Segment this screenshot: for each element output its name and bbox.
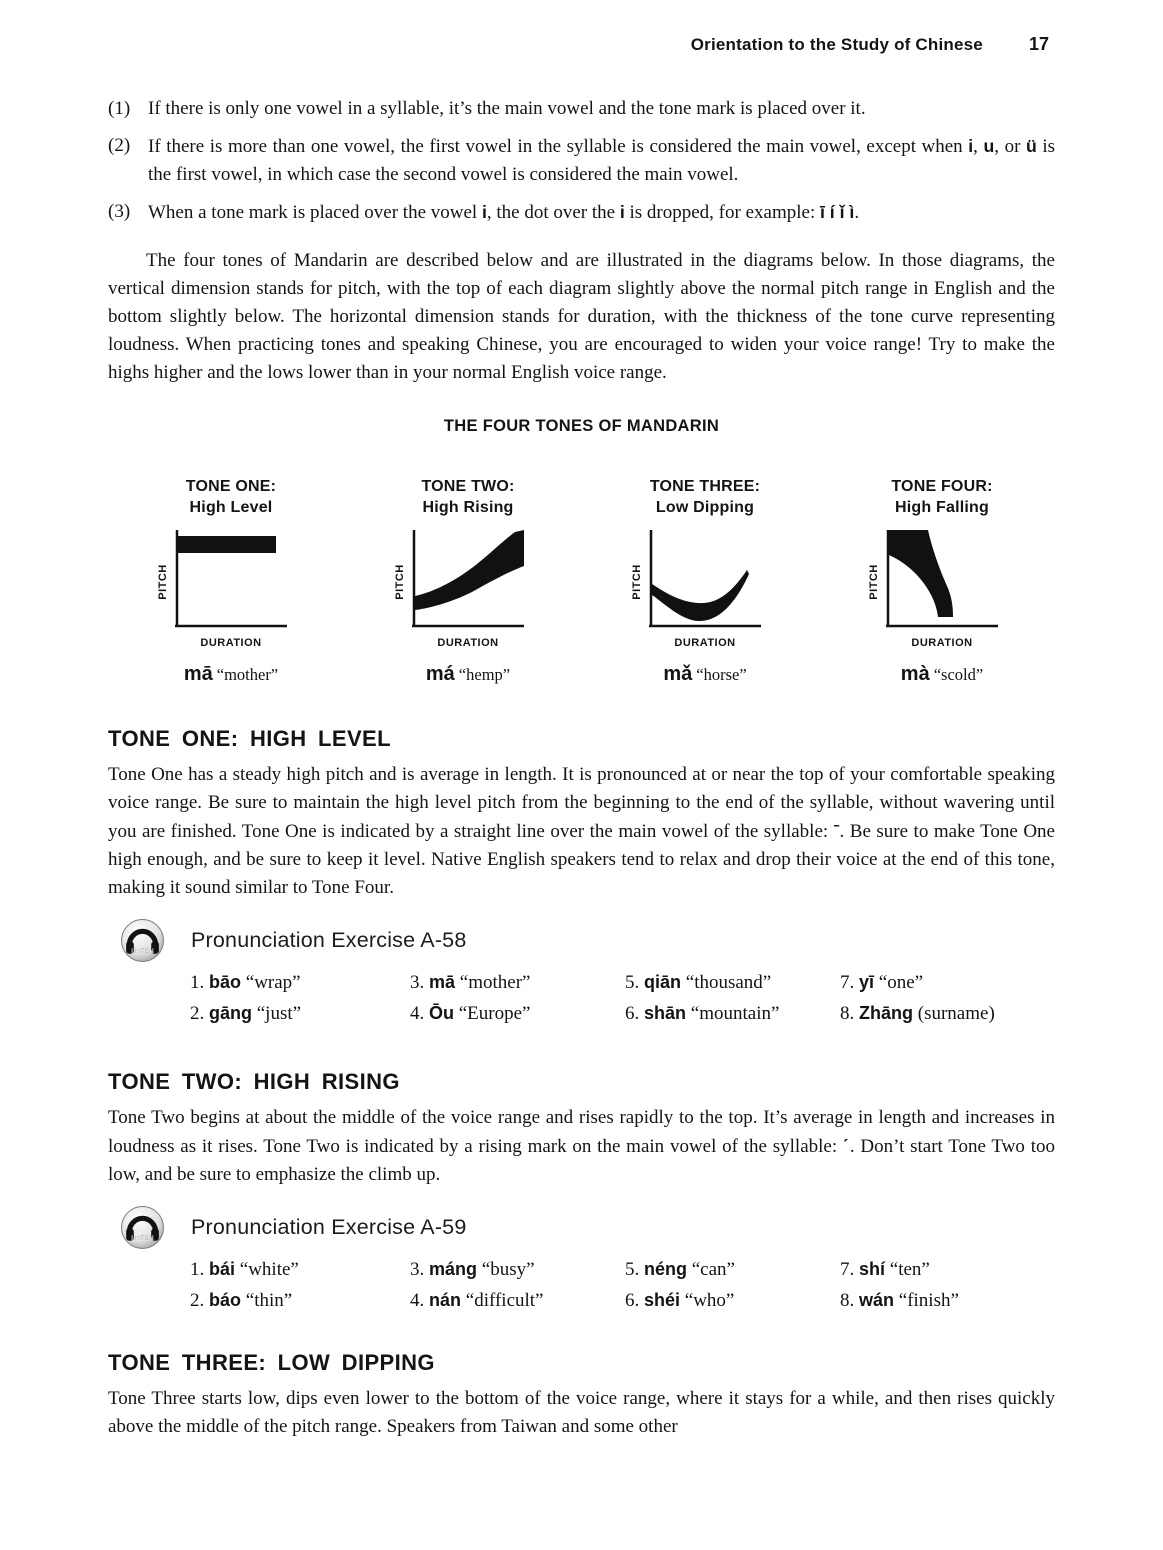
section-heading-tone-one: TONE ONE: HIGH LEVEL — [108, 726, 391, 751]
exercise-item: 2. báo “thin” — [190, 1290, 293, 1311]
tone-one-plot — [156, 530, 287, 634]
svg-text:LISTEN: LISTEN — [131, 947, 154, 955]
rule-3 — [108, 198, 1055, 227]
page-number: 17 — [1028, 34, 1049, 54]
exercise-item: 6. shéi “who” — [625, 1290, 735, 1311]
intro-paragraph: The four tones of Mandarin are described below and are illustrated in the diagrams below. In those diagrams, the vertical dimension stands for pitch, with the top of each diagram slightly above the normal pitch range in English and the bottom slightly below. The horizontal dimension stands for duration, with the thickness of the tone curve representing loudness. When practicing tones and speaking Chinese, you are encouraged to widen your voice range! Try to make the highs higher and the lows lower than in your normal English voice range. — [108, 250, 1055, 383]
caption-gloss: “mother” — [216, 665, 279, 684]
exercise-item: 8. Zhāng (surname) — [840, 1003, 995, 1024]
caption-gloss: “hemp” — [458, 665, 511, 684]
exercise-item: 3. mā “mother” — [410, 972, 531, 993]
exercise-title: Pronunciation Exercise A-58 — [191, 928, 467, 952]
tone-four-plot — [867, 530, 998, 634]
tone-four-subheading: High Falling — [895, 499, 989, 516]
running-head: Orientation to the Study of Chinese — [690, 35, 983, 54]
tone-one-subheading: High Level — [189, 499, 273, 516]
exercise-item: 7. yī “one” — [840, 972, 924, 993]
tone-mark-rules — [108, 95, 1055, 227]
duration-axis-label: DURATION — [911, 637, 973, 649]
exercise-item: 4. Ōu “Europe” — [410, 1003, 531, 1024]
pronunciation-exercise-a59 — [108, 1205, 1055, 1316]
tone-three-caption — [663, 663, 746, 686]
listen-headphones-icon — [120, 918, 165, 963]
exercise-item: 5. néng “can” — [625, 1259, 735, 1280]
exercise-header — [120, 918, 1055, 963]
tone-two-column — [383, 476, 553, 686]
tone-one-curve-diagram — [175, 530, 287, 634]
caption-pinyin: má — [425, 663, 455, 685]
exercise-item: 3. máng “busy” — [410, 1259, 535, 1280]
tone-one-column — [146, 476, 316, 686]
section-body-tone-one: Tone One has a steady high pitch and is average in length. It is pronounced at or near the top of your comfortable speaking voice range. Be sure to maintain the high level pitch from the beginning to the end of the syllable, without wavering until you are finished. Tone One is indicated by a straight line over the main vowel of the syllable: ˉ. Be sure to make Tone One high enough, and be sure to keep it level. Native English speakers tend to relax and drop their voice at the end of this tone, making it sound similar to Tone Four. — [108, 764, 1055, 898]
tone-one-caption — [184, 663, 278, 686]
duration-axis-label: DURATION — [200, 637, 262, 649]
rule-text: If there is more than one vowel, the first vowel in the syllable is considered the main vowel, except when i, u, or ü is the first vowel, in which case the second vowel is considered the main vowel. — [148, 136, 1055, 185]
high-falling-tone-curve — [889, 530, 953, 617]
running-head-row — [108, 34, 1055, 55]
svg-text:LISTEN: LISTEN — [131, 1234, 154, 1242]
pronunciation-exercise-a58 — [108, 918, 1055, 1029]
tone-three-subheading: Low Dipping — [655, 499, 755, 516]
exercise-item: 7. shí “ten” — [840, 1259, 930, 1280]
tone-three-plot — [630, 530, 761, 634]
tone-two-subheading: High Rising — [422, 499, 514, 516]
rule-1 — [108, 95, 1055, 123]
exercise-title: Pronunciation Exercise A-59 — [191, 1215, 467, 1239]
caption-pinyin: mà — [900, 663, 930, 685]
exercise-item: 4. nán “difficult” — [410, 1290, 544, 1311]
caption-gloss: “scold” — [933, 665, 984, 684]
rule-text: If there is only one vowel in a syllable, it’s the main vowel and the tone mark is placed over it. — [148, 98, 866, 119]
caption-gloss: “horse” — [696, 665, 747, 684]
exercise-header — [120, 1205, 1055, 1250]
exercise-item: 5. qiān “thousand” — [625, 972, 772, 993]
caption-pinyin: mā — [183, 663, 213, 685]
section-body-tone-two: Tone Two begins at about the middle of the voice range and rises rapidly to the top. It’s average in length and increases in loudness as it rises. Tone Two is indicated by a rising mark on the main vowel of the syllable: ˊ. Don’t start Tone Two too low, and be sure to emphasize the climb up. — [108, 1107, 1055, 1185]
caption-pinyin: mǎ — [663, 663, 693, 685]
high-rising-tone-curve — [415, 530, 524, 610]
exercise-items — [190, 967, 1055, 1029]
duration-axis-label: DURATION — [437, 637, 499, 649]
exercise-item: 1. bāo “wrap” — [190, 972, 301, 993]
section-heading-tone-two: TONE TWO: HIGH RISING — [108, 1069, 400, 1094]
rule-number: (2) — [108, 135, 131, 156]
rule-number: (1) — [108, 98, 131, 119]
tone-one-heading: TONE ONE: — [185, 478, 277, 495]
four-tones-figure — [108, 417, 1055, 686]
pitch-axis-label: PITCH — [393, 564, 406, 600]
tone-four-curve-diagram — [886, 530, 998, 634]
figure-columns — [146, 476, 1027, 686]
tone-four-caption — [901, 663, 983, 686]
tone-three-column — [620, 476, 790, 686]
tone-four-heading: TONE FOUR: — [891, 478, 993, 495]
section-body-tone-three: Tone Three starts low, dips even lower to the bottom of the voice range, where it stays for a while, and then rises quickly above the middle of the pitch range. Speakers from Taiwan and some other — [108, 1388, 1055, 1437]
high-level-tone-curve — [178, 536, 276, 553]
pitch-axis-label: PITCH — [630, 564, 643, 600]
exercise-item: 8. wán “finish” — [840, 1290, 959, 1311]
pitch-axis-label: PITCH — [156, 564, 169, 600]
exercise-items — [190, 1254, 1055, 1316]
rule-number: (3) — [108, 201, 131, 222]
pitch-axis-label: PITCH — [867, 564, 880, 600]
tone-three-heading: TONE THREE: — [649, 478, 761, 495]
low-dipping-tone-curve — [652, 570, 749, 621]
figure-title: THE FOUR TONES OF MANDARIN — [443, 417, 720, 435]
exercise-item: 1. bái “white” — [190, 1259, 299, 1280]
listen-headphones-icon — [120, 1205, 165, 1250]
exercise-item: 6. shān “mountain” — [625, 1003, 780, 1024]
tone-three-curve-diagram — [649, 530, 761, 634]
tone-two-heading: TONE TWO: — [421, 478, 515, 495]
tone-two-caption — [426, 663, 510, 686]
exercise-item: 2. gāng “just” — [190, 1003, 302, 1024]
rule-2 — [108, 132, 1055, 189]
tone-two-curve-diagram — [412, 530, 524, 634]
tone-four-column — [857, 476, 1027, 686]
tone-two-plot — [393, 530, 524, 634]
section-heading-tone-three: TONE THREE: LOW DIPPING — [108, 1350, 435, 1375]
rule-text: When a tone mark is placed over the vowel i, the dot over the i is dropped, for example: ī í ǐ ì. — [148, 202, 860, 223]
duration-axis-label: DURATION — [674, 637, 736, 649]
